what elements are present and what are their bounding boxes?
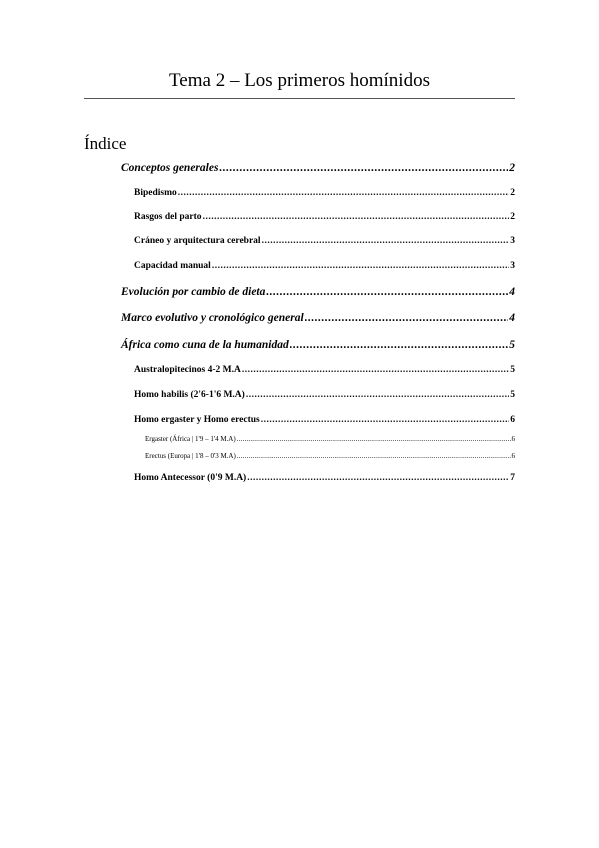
toc-entry-page: 5 (509, 339, 515, 351)
toc-leader (242, 365, 509, 375)
toc-entry[interactable] (134, 415, 515, 425)
toc-entry[interactable] (134, 390, 515, 400)
toc-entry[interactable] (134, 261, 515, 271)
toc-entry[interactable] (134, 236, 515, 246)
toc-entry[interactable] (134, 365, 515, 375)
toc-entry-page: 4 (509, 312, 515, 324)
toc-entry[interactable] (134, 188, 515, 198)
toc-entry-label: Erectus (Europa | 1'8 – 0'3 M.A) (145, 452, 236, 460)
toc-entry-label: Capacidad manual (134, 261, 211, 271)
toc-leader (219, 162, 508, 174)
toc-entry[interactable] (121, 312, 515, 324)
toc-entry-page: 7 (510, 473, 515, 483)
toc-entry-page: 6 (511, 452, 515, 460)
toc-entry[interactable] (145, 452, 515, 460)
toc-leader (247, 473, 509, 483)
document-title: Tema 2 – Los primeros homínidos (169, 70, 430, 91)
toc-leader (262, 236, 510, 246)
toc-entry-label: Homo ergaster y Homo erectus (134, 415, 260, 425)
toc-leader (203, 212, 510, 222)
toc-leader (246, 390, 509, 400)
toc-entry-label: Bipedismo (134, 188, 177, 198)
toc-leader (305, 312, 509, 324)
toc-leader (237, 435, 511, 443)
toc-leader (290, 339, 509, 351)
toc-entry-page: 5 (510, 390, 515, 400)
toc-entry[interactable] (121, 286, 515, 298)
toc-entry-page: 4 (509, 286, 515, 298)
toc-entry-label: Conceptos generales (121, 162, 219, 174)
toc-entry-label: Cráneo y arquitectura cerebral (134, 236, 261, 246)
toc-entry-label: Evolución por cambio de dieta (121, 286, 266, 298)
toc-entry-label: Ergaster (África | 1'9 – 1'4 M.A) (145, 435, 236, 443)
toc-entry-page: 5 (510, 365, 515, 375)
toc-entry-label: África como cuna de la humanidad (121, 339, 289, 351)
toc-entry-label: Rasgos del parto (134, 212, 202, 222)
toc-entry[interactable] (145, 435, 515, 443)
toc-entry-label: Marco evolutivo y cronológico general (121, 312, 304, 324)
toc-entry-page: 3 (510, 236, 515, 246)
toc-leader (266, 286, 508, 298)
toc-leader (261, 415, 510, 425)
toc-entry-page: 6 (511, 435, 515, 443)
toc-leader (212, 261, 509, 271)
index-heading: Índice (84, 134, 127, 153)
toc-entry-label: Australopitecinos 4-2 M.A (134, 365, 241, 375)
title-divider (84, 98, 515, 99)
toc-entry-page: 2 (510, 212, 515, 222)
toc-entry[interactable] (121, 162, 515, 174)
toc-entry-page: 2 (510, 188, 515, 198)
toc-entry-label: Homo habilis (2'6-1'6 M.A) (134, 390, 245, 400)
toc-entry[interactable] (134, 473, 515, 483)
toc-entry-page: 3 (510, 261, 515, 271)
toc-entry-page: 6 (510, 415, 515, 425)
toc-entry[interactable] (121, 339, 515, 351)
toc-entry-label: Homo Antecessor (0'9 M.A) (134, 473, 247, 483)
toc-entry-page: 2 (509, 162, 515, 174)
toc-leader (178, 188, 509, 198)
toc-entry[interactable] (134, 212, 515, 222)
toc-leader (237, 452, 511, 460)
